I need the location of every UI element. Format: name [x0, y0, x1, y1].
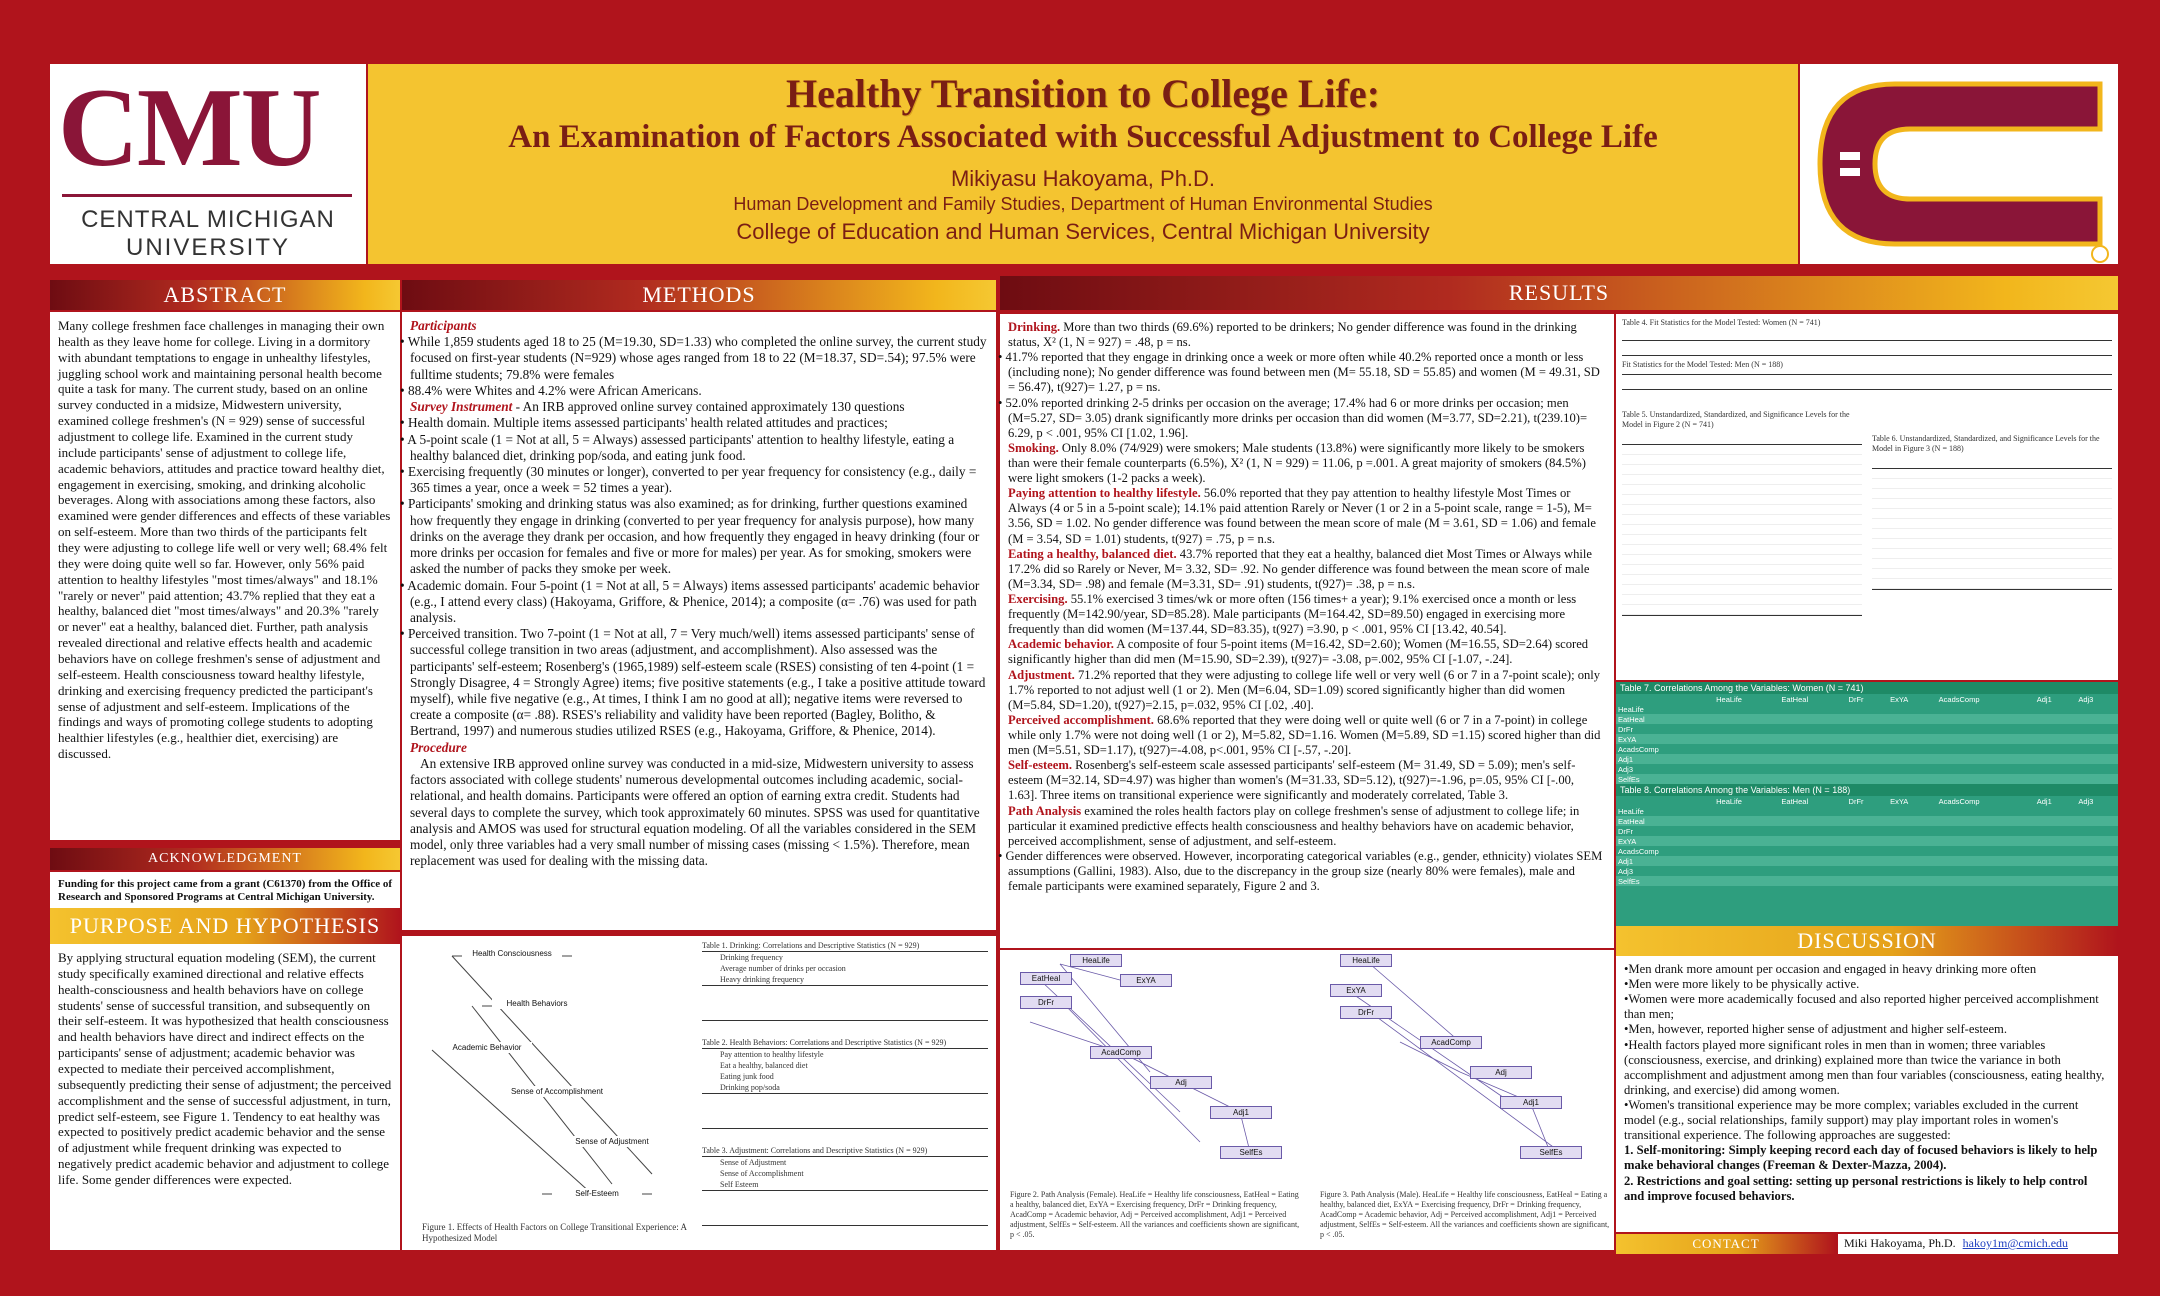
row-header: ExYA	[1618, 836, 1637, 846]
table-cell	[1937, 774, 2035, 784]
figure2-caption: Figure 2. Path Analysis (Female). HeaLife = Healthy life consciousness, EatHeal = Eating a healthy, balanced diet, ExYA = Exercising frequency, DrFr = Drinking frequency, AcadComp = Academic behavior, Adj = Perceived accomplishment, Adj1 = Perceived adjustment, SelfEs = Self-esteem. All the variances and coefficients shown are significant, p < .05.	[1010, 1190, 1300, 1239]
table-row	[1616, 714, 2118, 724]
contact-email-link[interactable]: hakoy1m@cmich.edu	[1962, 1236, 2069, 1250]
fig3-node-selfes: SelfEs	[1520, 1146, 1582, 1159]
cmu-logo-line1: CENTRAL MICHIGAN	[81, 206, 335, 233]
discussion-item-1: •Men drank more amount per occasion and engaged in heavy drinking more often	[1624, 962, 2037, 976]
table-row	[1616, 774, 2118, 784]
table-row	[1616, 704, 2118, 714]
instrument-item-6: • Perceived transition. Two 7-point (1 = Not at all, 7 = Very much/well) items assessed participants' sense of successful college transition in two areas (adjustment, and accomplishment). Also assessed was the participants' self-esteem; Rosenberg's (1965,1989) self-esteem scale (RSES) consisting of ten 4-point (1 = Strongly Disagree, 4 = Strongly Agree) items; five positive statements (e.g., I take a positive attitude toward myself), while five negative (e.g., At times, I think I am no good at all); negative items were reversed to create a composite (α= .88). RSES's reliability and validity have been reported (Bagley, Bolitho, & Bertrand, 1997) and numerous studies utilized RSES (e.g., Hakoyama, Griffore, & Phenice, 2014).	[400, 626, 986, 739]
result-path-bullet: • Gender differences were observed. However, incorporating categorical variables (e.g., gender, ethnicity) violates SEM assumptions (Gallini, 1983). Also, due to the discrepancy in the group size (nearly 80% were females), male and female participants were examined separately, Figure 2 and 3.	[998, 848, 1603, 894]
table-cell	[1779, 714, 1846, 724]
table-cell	[1937, 734, 2035, 744]
table-cell	[1714, 816, 1779, 826]
table-cell	[1937, 764, 2035, 774]
result-drinking-bullet-1: • 41.7% reported that they engage in drinking once a week or more often while 40.2% reported once a month or less (including none); No gender difference was found between men (M= 55.18, SD = 55.85) and women (M = 49.31, SD = 56.47), t(927)= 1.27, p = ns.	[998, 350, 1600, 395]
table-cell	[1937, 724, 2035, 734]
table3-title: Table 3. Adjustment: Correlations and Descriptive Statistics (N = 929)	[702, 1145, 988, 1157]
acknowledgment-text: Funding for this project came from a grant (C61370) from the Office of Research and Sponsored Programs at Central Michigan University.	[58, 878, 393, 904]
table-cell	[1847, 856, 1889, 866]
instrument-title: Survey Instrument	[410, 399, 513, 415]
table-cell	[1847, 754, 1889, 764]
table-cell	[1779, 754, 1846, 764]
column-header: ExYA	[1890, 796, 1909, 806]
table-cell	[1888, 744, 1937, 754]
table-row	[1616, 754, 2118, 764]
table-cell	[1847, 714, 1889, 724]
table4b-rule	[1622, 374, 2112, 390]
fig2-node-adj: Adj	[1150, 1076, 1212, 1089]
table-cell	[1714, 856, 1779, 866]
table-cell	[2035, 724, 2077, 734]
green-table2	[1616, 796, 2118, 886]
table-row	[1616, 826, 2118, 836]
table-cell	[1888, 846, 1937, 856]
table-cell	[1779, 764, 1846, 774]
table-cell	[1779, 704, 1846, 714]
fig3-node-adj: Adj	[1470, 1066, 1532, 1079]
table-cell	[1847, 836, 1889, 846]
table-cell	[1714, 866, 1779, 876]
result-exercising: Exercising. 55.1% exercised 3 times/wk or more often (156 times+ a year); 9.1% exercised once a month or less frequently (M=142.90/year, SD=85.28). Male participants (M=164.42, SD=89.50) engaged in exercising more frequently than did women (M=137.44, SD=83.35), t(927) =3.90, p < .001, 95% CI [13.42, 40.54].	[1008, 591, 1577, 637]
row-header: HeaLife	[1618, 704, 1644, 714]
column-header: HeaLife	[1716, 694, 1742, 704]
fig3-node-adj1: Adj1	[1500, 1096, 1562, 1109]
column-header: ExYA	[1890, 694, 1909, 704]
column-header: EatHeal	[1781, 796, 1809, 806]
procedure-text: An extensive IRB approved online survey was conducted in a mid-size, Midwestern university to assess factors associated with college students' numerous developmental outcomes including academic, social-relational, and health domains. Participants were offered an option of earning extra credit. Students had several days to complete the survey, which took approximately 60 minutes. SPSS was used for quantitative analysis and AMOS was used for structural equation modeling. Of all the variables considered in the SEM model, only three variables had a very small number of missing cases (missing < 1.5%). Therefore, mean replacement was used for dealing with the missing data.	[410, 755, 980, 869]
row-header: HeaLife	[1618, 806, 1644, 816]
row-header: EatHeal	[1618, 714, 1645, 724]
author-name: Mikiyasu Hakoyama, Ph.D.	[950, 166, 1216, 191]
row-header: AcadsComp	[1618, 744, 1659, 754]
table2-row-4: Drinking pop/soda	[702, 1082, 988, 1094]
fig2-node-drfr: DrFr	[1020, 996, 1072, 1009]
table-cell	[1888, 754, 1937, 764]
department-name: Human Development and Family Studies, Department of Human Environmental Studies	[733, 194, 1433, 214]
table-cell	[1847, 806, 1889, 816]
results-tables-panel	[1616, 314, 2118, 680]
table-cell	[1888, 764, 1937, 774]
table-cell	[2035, 744, 2077, 754]
result-healthy-diet: Eating a healthy, balanced diet. 43.7% reported that they eat a healthy, balanced diet Most Times or Always while 17.2% did so Rarely or Never, M= 3.32, SD= .92. No gender difference was found between the mean score of male (M=3.34, SD= .98) and female (M=3.31, SD= .91) students, t(927)= .38, p = n.s.	[1008, 546, 1593, 591]
table-cell	[2076, 816, 2118, 826]
table5-body	[1622, 444, 1862, 616]
college-name: College of Education and Human Services, Central Michigan University	[736, 219, 1430, 244]
fig1-node-health-behaviors: Health Behaviors	[492, 998, 582, 1009]
column-header: DrFr	[1848, 694, 1864, 704]
table-cell	[2035, 826, 2077, 836]
result-accomplishment: Perceived accomplishment. 68.6% reported that they were doing well or quite well (6 or 7 in a 7-point) in college while only 1.7% were not doing well (1 or 2), M=5.82, SD=1.16. Women (M=5.89, SD =1.15) scored higher than did men (M=5.51, SD=1.17), t(927)=-4.08, p<.001, 95% CI [-.57, -.20].	[1008, 712, 1601, 758]
table-cell	[2076, 744, 2118, 754]
poster-title: Healthy Transition to College Life:	[785, 71, 1381, 116]
table-cell	[1937, 744, 2035, 754]
participants-item-1: • While 1,859 students aged 18 to 25 (M=19.30, SD=1.33) who completed the online survey, the current study focused on first-year students (N=929) whose ages ranged from 18 to 22 (M=18.37, SD=.54); 97.5% were fulltime students; 79.8% were females	[400, 334, 987, 382]
purpose-text: By applying structural equation modeling (SEM), the current study specifically examined directional and relative effects health-consciousness and health behaviors have on college students' sense of successful transition, and subsequently on their self-esteem. It was hypothesized that health consciousness and health behaviors have direct and indirect effects on the participants' sense of adjustment; academic behavior was expected to mediate their perceived accomplishment, subsequently predicting their sense of adjustment; the perceived accomplishment and the sense of successful adjustment, in turn, predict self-esteem, see Figure 1. Tendency to eat healthy was expected to positively predict academic behavior and the sense of adjustment while frequent drinking was expected to negatively predict academic behavior and adjustment to college life. Some gender differences were expected.	[58, 950, 392, 1188]
result-healthy-lifestyle: Paying attention to healthy lifestyle. 56.0% reported that they pay attention to healthy lifestyle Most Times or Always (4 or 5 in a 5-point scale); 14.1% paid attention Rarely or Never (1 or 2 in a 5-point scale, range = 1-5), M= 3.56, SD = 1.02. No gender difference was found between the mean score of male (M = 3.61, SD = 1.06) and female (M = 3.54, SD = 1.01) students, t(927) = .75, p = n.s.	[1008, 486, 1596, 546]
result-smoking: Smoking. Only 8.0% (74/929) were smokers; Male students (13.8%) were significantly more likely to be smokers than were their female counterparts (6.5%), X² (1, N = 929) = 11.06, p =.001. A great majority of smokers (84.5%) were light smokers (1-2 packs a week).	[1008, 440, 1586, 486]
table-cell	[2076, 734, 2118, 744]
table3-stats	[702, 1191, 988, 1226]
table-cell	[1714, 846, 1779, 856]
table2-row-3: Eating junk food	[720, 1072, 774, 1081]
table-cell	[1937, 876, 2035, 886]
table-cell	[1714, 724, 1779, 734]
cmu-action-c-icon	[1800, 64, 2118, 264]
fig1-node-adjustment: Sense of Adjustment	[562, 1136, 662, 1147]
table-cell	[1847, 744, 1889, 754]
table-cell	[1714, 836, 1779, 846]
table-cell	[1779, 826, 1846, 836]
table-cell	[1888, 714, 1937, 724]
table1-row-2: Average number of drinks per occasion	[720, 964, 846, 973]
row-header: DrFr	[1618, 826, 1633, 836]
fig2-node-healife: HeaLife	[1070, 954, 1122, 967]
results-header: RESULTS	[1000, 276, 2118, 310]
table-cell	[2035, 714, 2077, 724]
cmu-logo-text: CMU	[58, 66, 320, 190]
table-cell	[1937, 866, 2035, 876]
table-cell	[1714, 744, 1779, 754]
table-cell	[1888, 866, 1937, 876]
fig1-node-health-consciousness: Health Consciousness	[462, 948, 562, 959]
row-header: SelfEs	[1618, 876, 1640, 886]
methods-header: METHODS	[402, 280, 996, 310]
table-cell	[1847, 734, 1889, 744]
row-header: Adj3	[1618, 866, 1634, 876]
discussion-header: DISCUSSION	[1616, 926, 2118, 956]
methods-panel	[402, 312, 996, 930]
table-cell	[2035, 816, 2077, 826]
table-cell	[1847, 816, 1889, 826]
table1-row-1: Drinking frequency	[720, 953, 783, 962]
fig2-node-adj1: Adj1	[1210, 1106, 1272, 1119]
table-row	[1616, 846, 2118, 856]
column-header: Adj1	[2036, 796, 2052, 806]
table-cell	[2076, 764, 2118, 774]
table-cell	[1714, 806, 1779, 816]
table2-row-2: Eat a healthy, balanced diet	[720, 1061, 808, 1070]
table-cell	[2076, 836, 2118, 846]
column-header: Adj1	[2036, 694, 2052, 704]
table-cell	[1779, 816, 1846, 826]
participants-item-2: • 88.4% were Whites and 4.2% were African Americans.	[400, 382, 702, 398]
fig2-node-selfes: SelfEs	[1220, 1146, 1282, 1159]
row-header: SelfEs	[1618, 774, 1640, 784]
table-cell	[1779, 856, 1846, 866]
participants-title: Participants	[410, 318, 477, 333]
table-cell	[1888, 876, 1937, 886]
table-cell	[1937, 704, 2035, 714]
table-cell	[2035, 856, 2077, 866]
table-cell	[2035, 764, 2077, 774]
fig2-node-exya: ExYA	[1120, 974, 1172, 987]
row-header: Adj1	[1618, 856, 1634, 866]
fig2-node-eatheal: EatHeal	[1020, 972, 1072, 985]
table-row	[1616, 764, 2118, 774]
figure1-caption: Figure 1. Effects of Health Factors on College Transitional Experience: A Hypothesized Model	[422, 1222, 687, 1243]
table-cell	[1779, 774, 1846, 784]
row-header: AcadsComp	[1618, 846, 1659, 856]
instrument-item-4: • Participants' smoking and drinking status was also examined; as for drinking, further questions examined how frequently they engage in drinking (converted to per year frequency for analysis purpose), how many drinks on the average they drank per occasion, and how frequently they engaged in heavy drinking (four or more drinks per occasion for females and five or more for males) per year. As for smoking, smokers were asked the number of packs they smoke per week.	[400, 496, 980, 577]
table-cell	[1847, 876, 1889, 886]
column-header: HeaLife	[1716, 796, 1742, 806]
figures-2-3-panel	[1000, 950, 1614, 1250]
table-cell	[1888, 724, 1937, 734]
fig3-node-healife: HeaLife	[1340, 954, 1392, 967]
table-cell	[1937, 836, 2035, 846]
table5-title: Table 5. Unstandardized, Standardized, and Significance Levels for the Model in Figure 2 (N = 741)	[1622, 410, 1850, 429]
column-header: AcadsComp	[1938, 796, 1980, 806]
table-row	[1616, 856, 2118, 866]
result-drinking: Drinking. More than two thirds (69.6%) reported to be drinkers; No gender difference was found in the drinking status, X² (1, N = 927) = .48, p = ns.	[1008, 320, 1577, 350]
table-cell	[1779, 846, 1846, 856]
fig3-node-exya: ExYA	[1330, 984, 1382, 997]
table4b-title: Fit Statistics for the Model Tested: Men (N = 188)	[1622, 360, 1783, 369]
table-cell	[1937, 826, 2035, 836]
table3-row-2: Sense of Accomplishment	[720, 1169, 804, 1178]
row-header: Adj3	[1618, 764, 1634, 774]
table-cell	[2035, 754, 2077, 764]
table-row	[1616, 724, 2118, 734]
result-drinking-bullet-2: • 52.0% reported drinking 2-5 drinks per occasion on the average; 17.4% had 6 or more drinks per occasion; men (M=5.27, SD= 3.05) drank significantly more drinks per occasion than did women (M=3.77, SD=2.21), t(239.10)= 6.29, p < .001, 95% CI [1.02, 1.96].	[998, 395, 1588, 440]
table-cell	[1779, 724, 1846, 734]
result-adjustment: Adjustment. 71.2% reported that they were adjusting to college life well or very well (6 or 7 in a 7-point scale); only 1.7% reported to not adjust well (1 or 2). Men (M=6.04, SD=1.09) scored significantly higher than did women (M=5.84, SD=1.20), t(927)=2.15, p=.032, 95% CI [.02, .40].	[1008, 667, 1601, 712]
discussion-item-3: •Women were more academically focused and also reported higher perceived accomplishment than men;	[1624, 992, 2099, 1022]
table1-row-3: Heavy drinking frequency	[702, 974, 988, 986]
purpose-panel	[50, 944, 400, 1250]
fig3-node-acadcomp: AcadComp	[1420, 1036, 1482, 1049]
table-cell	[2035, 876, 2077, 886]
green-table2-title: Table 8. Correlations Among the Variables: Men (N = 188)	[1616, 784, 2118, 796]
table-cell	[1714, 734, 1779, 744]
contact-name: Miki Hakoyama, Ph.D.	[1844, 1236, 1956, 1250]
table-cell	[1779, 744, 1846, 754]
table-cell	[2035, 704, 2077, 714]
table-cell	[2035, 866, 2077, 876]
table-cell	[1714, 704, 1779, 714]
table-row	[1616, 734, 2118, 744]
table-row	[1616, 816, 2118, 826]
table3-row-1: Sense of Adjustment	[720, 1158, 787, 1167]
correlation-table	[1616, 694, 2118, 784]
table-cell	[1937, 714, 2035, 724]
column-header: Adj3	[2078, 796, 2094, 806]
table2-row-1: Pay attention to healthy lifestyle	[720, 1050, 824, 1059]
table6-body	[1872, 468, 2112, 590]
table4-title: Table 4. Fit Statistics for the Model Tested: Women (N = 741)	[1622, 318, 1821, 327]
table-cell	[2076, 826, 2118, 836]
table-cell	[1847, 764, 1889, 774]
title-block	[368, 64, 1798, 264]
logo-left-panel	[50, 64, 366, 264]
table-cell	[2076, 866, 2118, 876]
tables-1-3	[702, 940, 988, 1226]
discussion-item-5: •Health factors played more significant roles in men than in women; three variables (consciousness, exercise, and drinking) explained more than twice the variance in both accomplishment and adjustment among men than four variables (consciousness, eating healthy, drinking, and exercise) did among women.	[1624, 1037, 2105, 1097]
table-cell	[1847, 866, 1889, 876]
green-tables-panel	[1616, 682, 2118, 926]
cmu-logo-line2: UNIVERSITY	[125, 234, 291, 261]
correlation-table	[1616, 796, 2118, 886]
table-cell	[2076, 774, 2118, 784]
table-cell	[1937, 754, 2035, 764]
result-self-esteem: Self-esteem. Rosenberg's self-esteem scale assessed participants' self-esteem (M= 31.49, SD = 5.09); men's self-esteem (M=32.14, SD=4.97) was higher than women's (M=31.33, SD=5.12), t(927)=-1.96, p=.05, 95% CI [-.00, 1.63]. Three items on transitional experience were significantly and moderately correlated, Table 3.	[1008, 758, 1576, 803]
table-cell	[2035, 806, 2077, 816]
table-cell	[1847, 724, 1889, 734]
results-panel	[1000, 314, 1614, 948]
table1-title: Table 1. Drinking: Correlations and Descriptive Statistics (N = 929)	[702, 940, 988, 952]
instrument-item-2: • A 5-point scale (1 = Not at all, 5 = Always) assessed participants' attention to healthy lifestyle, eating a healthy balanced diet, drinking pop/soda, and eating junk food.	[400, 431, 955, 463]
table-cell	[1888, 704, 1937, 714]
table-cell	[1888, 826, 1937, 836]
acknowledgment-header: ACKNOWLEDGMENT	[50, 848, 400, 870]
table-cell	[2035, 774, 2077, 784]
abstract-header: ABSTRACT	[50, 280, 400, 310]
fig2-node-acadcomp: AcadComp	[1090, 1046, 1152, 1059]
figure3-caption: Figure 3. Path Analysis (Male). HeaLife = Healthy life consciousness, EatHeal = Eating a healthy, balanced diet, ExYA = Exercising frequency, DrFr = Drinking frequency, AcadComp = Academic behavior, Adj = Perceived accomplishment, Adj1 = Perceived adjustment, SelfEs = Self-esteem. All the variances and coefficients shown are significant, p < .05.	[1320, 1190, 1610, 1239]
column-header: AcadsComp	[1938, 694, 1980, 704]
table3-row-3: Self Esteem	[702, 1179, 988, 1191]
discussion-item-7: 1. Self-monitoring: Simply keeping record each day of focused behaviors is likely to help make behavioral changes (Freeman & Dexter-Mazza, 2004).	[1624, 1143, 2098, 1173]
row-header: ExYA	[1618, 734, 1637, 744]
discussion-item-8: 2. Restrictions and goal setting: setting up personal restrictions is likely to help control and improve focused behaviors.	[1624, 1173, 2088, 1203]
purpose-header: PURPOSE AND HYPOTHESIS	[50, 908, 400, 944]
table-cell	[2076, 714, 2118, 724]
table-cell	[2076, 876, 2118, 886]
table-row	[1616, 806, 2118, 816]
column-header: EatHeal	[1781, 694, 1809, 704]
table-cell	[1888, 816, 1937, 826]
table6-title: Table 6. Unstandardized, Standardized, and Significance Levels for the Model in Figure 3 (N = 188)	[1872, 434, 2100, 453]
result-path-analysis: Path Analysis examined the roles health factors play on college freshmen's sense of adjustment to college life; in particular it examined predictive effects health consciousness and healthy behaviors have on academic behavior, perceived accomplishment, sense of adjustment, and self-esteem.	[1008, 803, 1580, 848]
table-cell	[1888, 734, 1937, 744]
table-cell	[1714, 754, 1779, 764]
table-cell	[1779, 734, 1846, 744]
green-table1	[1616, 694, 2118, 784]
table-row	[1616, 876, 2118, 886]
table2-title: Table 2. Health Behaviors: Correlations and Descriptive Statistics (N = 929)	[702, 1037, 988, 1049]
table-cell	[1779, 876, 1846, 886]
table-cell	[2076, 846, 2118, 856]
table2-stats	[702, 1094, 988, 1129]
row-header: Adj1	[1618, 754, 1634, 764]
procedure-title: Procedure	[410, 739, 467, 755]
table-cell	[1888, 806, 1937, 816]
table-cell	[2035, 846, 2077, 856]
discussion-item-2: •Men were more likely to be physically active.	[1624, 977, 1860, 992]
instrument-item-3: • Exercising frequently (30 minutes or longer), converted to per year frequency for consistency (e.g., daily = 365 times a year, once a week = 52 times a year).	[400, 463, 977, 496]
column-header: Adj3	[2078, 694, 2094, 704]
table-cell	[1937, 846, 2035, 856]
table-cell	[1714, 826, 1779, 836]
table-cell	[1779, 836, 1846, 846]
poster-subtitle: An Examination of Factors Associated with Successful Adjustment to College Life	[508, 119, 1658, 155]
fig1-node-academic-behavior: Academic Behavior	[442, 1042, 532, 1053]
table-cell	[2076, 856, 2118, 866]
figure1-panel	[402, 936, 996, 1250]
logo-divider	[62, 194, 352, 197]
table-cell	[2035, 836, 2077, 846]
table-cell	[2076, 724, 2118, 734]
contact-box	[1838, 1234, 2118, 1254]
table-cell	[1888, 856, 1937, 866]
table4-rule	[1622, 340, 2112, 356]
table-cell	[1847, 774, 1889, 784]
table-cell	[1937, 856, 2035, 866]
table-cell	[1714, 876, 1779, 886]
green-table1-title: Table 7. Correlations Among the Variables: Women (N = 741)	[1616, 682, 2118, 694]
table-cell	[2076, 704, 2118, 714]
table-cell	[2076, 754, 2118, 764]
fig1-node-accomplishment: Sense of Accomplishment	[502, 1086, 612, 1097]
table-cell	[1714, 714, 1779, 724]
instrument-item-5: • Academic domain. Four 5-point (1 = Not at all, 5 = Always) items assessed participants' academic behavior (e.g., I attend every class) (Hakoyama, Griffore, & Phenice, 2014); a composite (α= .76) was used for path analysis.	[400, 577, 980, 625]
fig3-node-drfr: DrFr	[1340, 1006, 1392, 1019]
row-header: DrFr	[1618, 724, 1633, 734]
result-academic: Academic behavior. A composite of four 5-point items (M=16.42, SD=2.60); Women (M=16.55, SD=2.64) scored significantly higher than did men (M=15.90, SD=2.39), t(927)= -3.08, p=.002, 95% CI [-1.07, -.24].	[1008, 637, 1589, 667]
table-cell	[1888, 774, 1937, 784]
table1-stats	[702, 986, 988, 1021]
table-row	[1616, 866, 2118, 876]
table-cell	[2035, 734, 2077, 744]
instrument-item-1: • Health domain. Multiple items assessed participants' health related attitudes and practices;	[400, 415, 888, 431]
table-cell	[1847, 704, 1889, 714]
discussion-item-4: •Men, however, reported higher sense of adjustment and higher self-esteem.	[1624, 1022, 2007, 1037]
abstract-panel	[50, 312, 400, 840]
table-cell	[1937, 806, 2035, 816]
discussion-item-6: •Women's transitional experience may be more complex; variables excluded in the current model (e.g., social relationships, family support) may play important roles in women's transitional experience. The following approaches are suggested:	[1624, 1097, 2079, 1143]
table-cell	[1779, 866, 1846, 876]
logo-right-panel	[1800, 64, 2118, 264]
discussion-panel	[1616, 956, 2118, 1232]
column-header: DrFr	[1848, 796, 1864, 806]
table-row	[1616, 836, 2118, 846]
fig1-node-self-esteem: Self-Esteem	[552, 1188, 642, 1199]
row-header: EatHeal	[1618, 816, 1645, 826]
table-cell	[1714, 764, 1779, 774]
table-cell	[1937, 816, 2035, 826]
instrument-intro: - An IRB approved online survey contained approximately 130 questions	[512, 399, 905, 415]
table-cell	[1888, 836, 1937, 846]
table-cell	[1714, 774, 1779, 784]
table-cell	[2076, 806, 2118, 816]
table-cell	[1847, 846, 1889, 856]
table-row	[1616, 744, 2118, 754]
abstract-text: Many college freshmen face challenges in managing their own health as they leave home for college. Living in a dormitory with abundant temptations to engage in unhealthy lifestyles, juggling school work and maintaining personal health become quite a task for many. The current study, based on an online survey conducted in a midsize, Midwestern university, examined college freshmen's (N = 929) sense of successful adjustment to college life. Examined in the current study include participants' sense of adjustment to college life, academic behaviors, attitudes and practice toward healthy diet, engagement in exercising, smoking, and drinking alcoholic beverages. Along with associations among these factors, also examined were gender differences and effects of these variables on self-esteem. More than two thirds of the participants felt they were adjusting to college life well or very well; 68.4% felt they were doing quite well so far. However, only 56% paid attention to healthy lifestyles "most times/always" and 18.1% "rarely or never" paid attention; 43.7% replied that they eat a healthy, balanced diet "most times/always" and 20.3% "rarely or never" eat a healthy, balanced diet. Further, path analysis revealed directional and relative effects health and academic behaviors have on college freshmen's sense of adjustment and self-esteem. Health consciousness toward healthy lifestyle, drinking and exercising frequency predicted the participant's sense of adjustment and self-esteem. Implications of the findings and ways of promoting college students to adopting healthier lifestyles (e.g., healthier diet, exercising) are discussed.	[58, 318, 391, 762]
contact-header: CONTACT	[1616, 1234, 1836, 1254]
table-cell	[1779, 806, 1846, 816]
figure1-diagram	[412, 944, 682, 1214]
table-cell	[1847, 826, 1889, 836]
